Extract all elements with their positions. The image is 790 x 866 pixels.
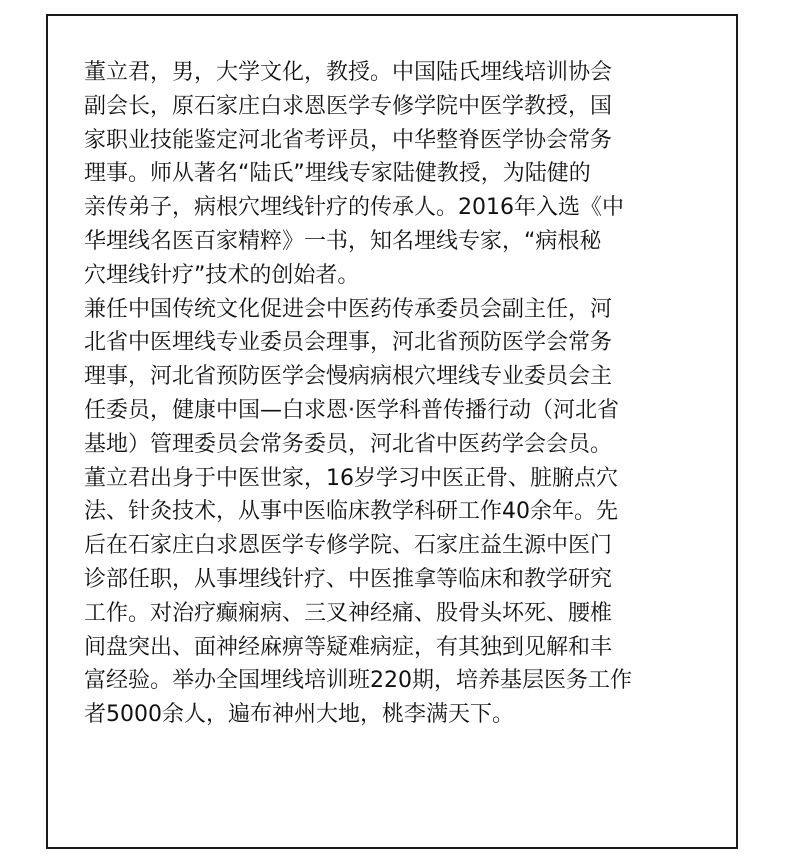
text-line: 理事，河北省预防医学会慢病病根穴埋线专业委员会主 bbox=[84, 364, 613, 390]
text-line: 穴埋线针疗”技术的创始者。 bbox=[84, 262, 360, 288]
text-line: 后在石家庄白求恩医学专修学院、石家庄益生源中医门 bbox=[84, 533, 613, 559]
text-line: 诊部任职，从事埋线针疗、中医推拿等临床和教学研究 bbox=[84, 566, 613, 592]
text-line: 家职业技能鉴定河北省考评员，中华整脊医学协会常务 bbox=[84, 127, 613, 153]
paragraph-positions bbox=[84, 293, 704, 462]
biography-text bbox=[84, 56, 704, 732]
text-line: 董立君出身于中医世家，16岁学习中医正骨、脏腑点穴 bbox=[84, 465, 618, 491]
text-line: 理事。师从著名“陆氏”埋线专家陆健教授，为陆健的 bbox=[84, 161, 591, 187]
text-line: 董立君，男，大学文化，教授。中国陆氏埋线培训协会 bbox=[84, 60, 613, 85]
text-line: 任委员，健康中国—白求恩·医学科普传播行动（河北省 bbox=[84, 397, 619, 423]
text-line: 兼任中国传统文化促进会中医药传承委员会副主任，河 bbox=[84, 296, 613, 322]
text-line: 富经验。举办全国埋线培训班220期，培养基层医务工作 bbox=[84, 668, 632, 694]
paragraph-intro bbox=[84, 56, 704, 293]
bordered-text-frame bbox=[46, 14, 738, 849]
text-line: 者5000余人，遍布神州大地，桃李满天下。 bbox=[84, 702, 514, 728]
text-line: 北省中医埋线专业委员会理事，河北省预防医学会常务 bbox=[84, 330, 613, 356]
text-line: 基地）管理委员会常务委员，河北省中医药学会会员。 bbox=[84, 431, 613, 457]
text-line: 间盘突出、面神经麻痹等疑难病症，有其独到见解和丰 bbox=[84, 634, 613, 660]
text-line: 法、针灸技术，从事中医临床教学科研工作40余年。先 bbox=[84, 499, 618, 525]
paragraph-experience bbox=[84, 462, 704, 732]
text-line: 华埋线名医百家精粹》一书，知名埋线专家，“病根秘 bbox=[84, 228, 602, 254]
text-line: 副会长，原石家庄白求恩医学专修学院中医学教授，国 bbox=[84, 93, 613, 119]
text-line: 亲传弟子，病根穴埋线针疗的传承人。2016年入选《中 bbox=[84, 195, 624, 221]
text-line: 工作。对治疗癫痫病、三叉神经痛、股骨头坏死、腰椎 bbox=[84, 600, 613, 626]
